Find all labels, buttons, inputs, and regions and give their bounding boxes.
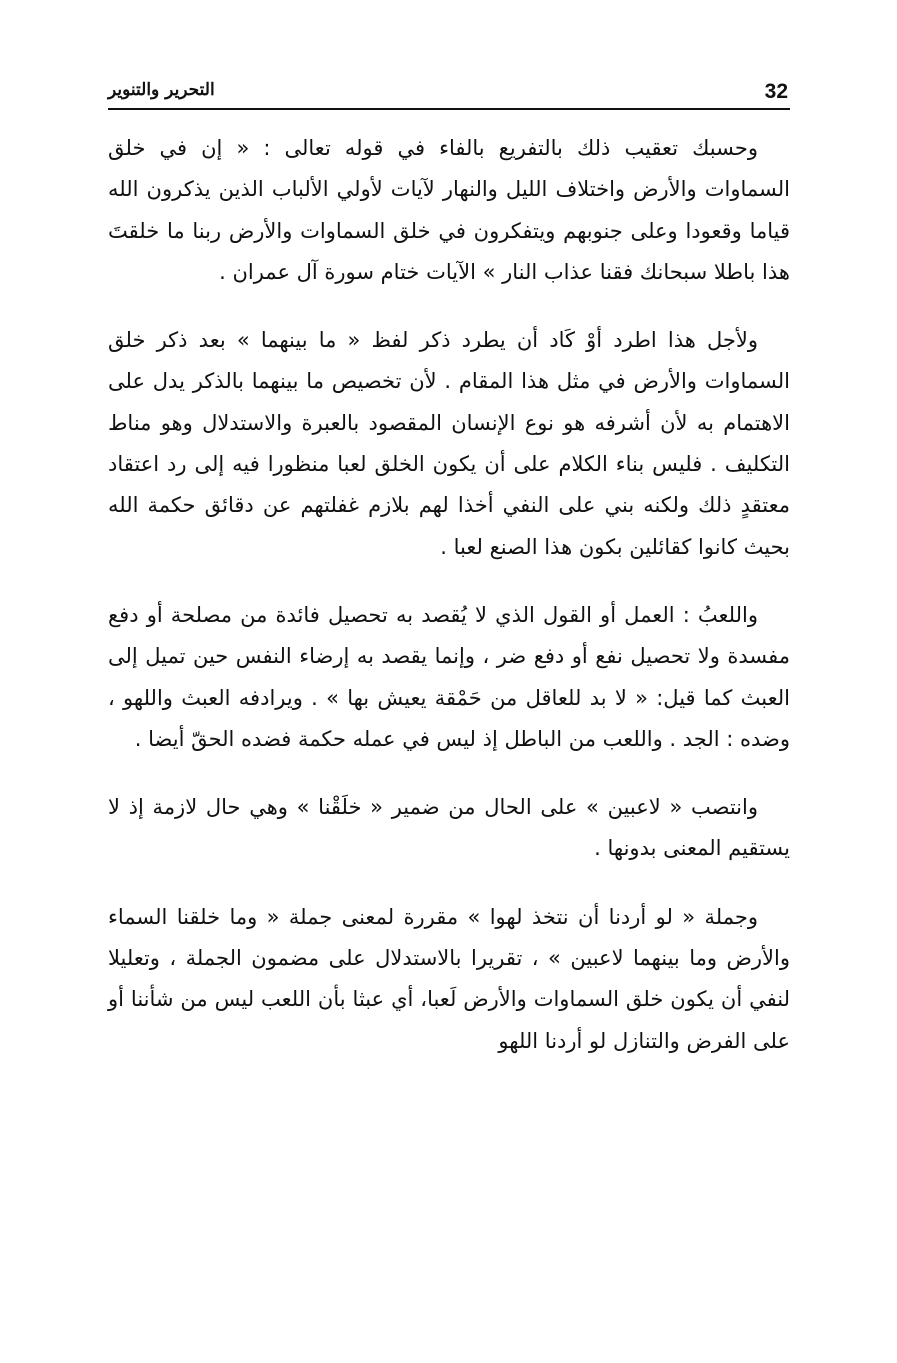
paragraph-3: واللعبُ : العمل أو القول الذي لا يُقصد به تحصيل فائدة من مصلحة أو دفع مفسدة ولا تحصيل نفع أو دفع ضر ، وإنما يقصد به إرضاء النفس حين تميل إلى العبث كما قيل: « لا بد للعاقل من حَمْقة يعيش بها » . ويرادفه العبث واللهو ، وضده : الجد . واللعب من الباطل إذ ليس في عمله حكمة فضده الحقّ أيضا . [108, 602, 790, 751]
running-title: التحرير والتنوير [108, 80, 215, 100]
header-divider [108, 108, 790, 110]
paragraph-4: وانتصب « لاعبين » على الحال من ضمير « خلَقْنا » وهي حال لازمة إذ لا يستقيم المعنى بدونها . [108, 795, 790, 861]
paragraph-5: وجملة « لو أردنا أن نتخذ لهوا » مقررة لمعنى جملة « وما خلقنا السماء والأرض وما بينهما لاعبين » ، تقريرا بالاستدلال على مضمون الجملة ، وتعليلا لنفي أن يكون خلق السماوات والأرض لَعبا، أي عبثا بأن اللعب ليس من شأننا أو على الفرض والتنازل لو أردنا اللهو [108, 904, 790, 1053]
page-number: 32 [764, 80, 788, 103]
paragraph-2: ولأجل هذا اطرد أوْ كَاد أن يطرد ذكر لفظ « ما بينهما » بعد ذكر خلق السماوات والأرض في مثل هذا المقام . لأن تخصيص ما بينهما بالذكر يدل على الاهتمام به لأن أشرفه هو نوع الإنسان المقصود بالعبرة والاستدلال وهو مناط التكليف . فليس بناء الكلام على أن يكون الخلق لعبا منظورا فيه إلى رد اعتقاد معتقدٍ ذلك ولكنه بني على النفي أخذا لهم بلازم غفلتهم عن دقائق حكمة الله بحيث كانوا كقائلين بكون هذا الصنع لعبا . [108, 328, 790, 559]
body-text [108, 128, 790, 1062]
paragraph-1: وحسبك تعقيب ذلك بالتفريع بالفاء في قوله تعالى : « إن في خلق السماوات والأرض واختلاف الليل والنهار لآيات لأولي الألباب الذين يذكرون الله قياما وقعودا وعلى جنوبهم ويتفكرون في خلق السماوات والأرض ربنا ما خلقتَ هذا باطلا سبحانك فقنا عذاب النار » الآيات ختام سورة آل عمران . [108, 136, 790, 284]
page-header [108, 78, 790, 108]
